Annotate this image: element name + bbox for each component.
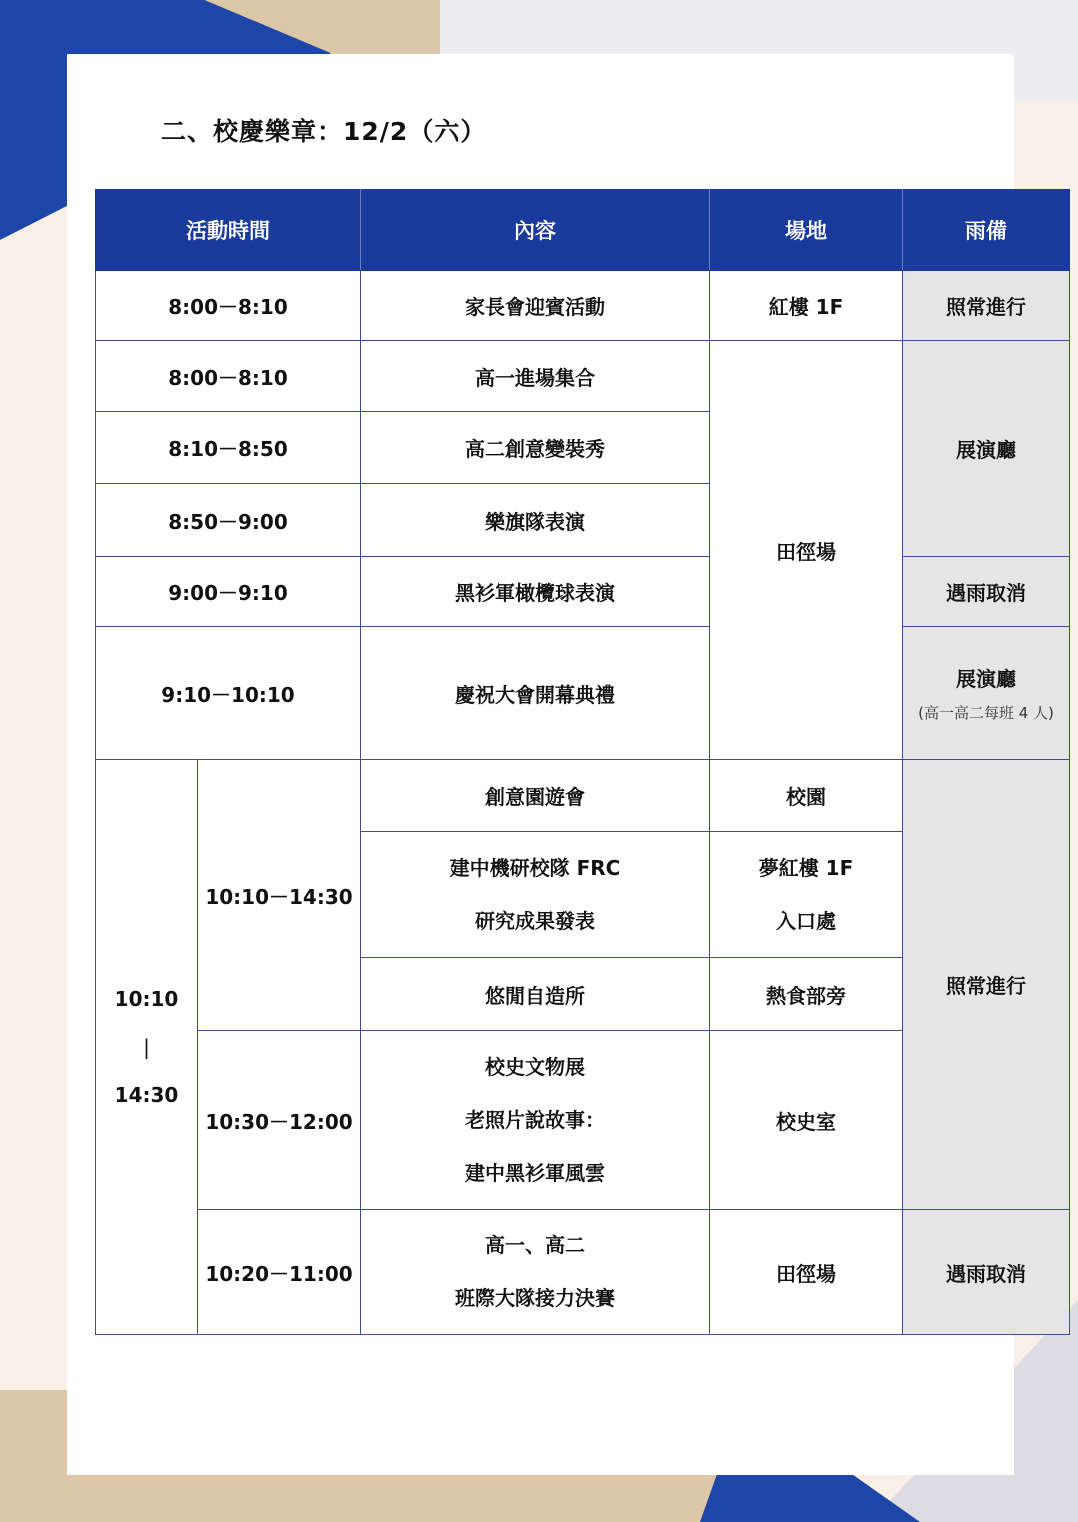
content-cell: 高一進場集合 <box>361 341 710 412</box>
schedule-table <box>95 189 1070 1335</box>
venue-cell: 校園 <box>710 760 903 832</box>
table-row <box>96 271 1070 341</box>
content-line: 校史文物展 <box>485 1054 585 1079</box>
rain-cell: 照常進行 <box>903 760 1070 1210</box>
content-cell: 慶祝大會開幕典禮 <box>361 627 710 760</box>
rain-cell: 展演廳 <box>903 341 1070 557</box>
content-line: 建中機研校隊 FRC <box>449 855 621 880</box>
time-cell: 10:20－11:00 <box>198 1210 361 1335</box>
table-row <box>96 341 1070 412</box>
content-line: 高一、高二 <box>485 1233 585 1257</box>
venue-cell: 紅樓 1F <box>710 271 903 341</box>
header-rain: 雨備 <box>903 190 1070 271</box>
venue-line: 入口處 <box>776 908 836 933</box>
venue-cell: 田徑場 <box>710 1210 903 1335</box>
time-cell: 8:00－8:10 <box>96 271 361 341</box>
rain-cell: 照常進行 <box>903 271 1070 341</box>
header-venue: 場地 <box>710 190 903 271</box>
content-cell: 創意園遊會 <box>361 760 710 832</box>
header-time: 活動時間 <box>96 190 361 271</box>
rain-note: (高一高二每班 4 人) <box>918 703 1054 722</box>
outer-time-cell <box>96 760 198 1335</box>
venue-cell <box>710 832 903 958</box>
content-cell: 黑衫軍橄欖球表演 <box>361 557 710 627</box>
venue-cell: 校史室 <box>710 1031 903 1210</box>
content-line: 老照片說故事： <box>465 1107 605 1132</box>
time-cell: 10:30－12:00 <box>198 1031 361 1210</box>
content-cell <box>361 832 710 958</box>
content-line: 班際大隊接力決賽 <box>455 1286 615 1310</box>
venue-cell: 田徑場 <box>710 341 903 760</box>
time-cell: 8:50－9:00 <box>96 484 361 557</box>
header-content: 內容 <box>361 190 710 271</box>
time-cell: 8:00－8:10 <box>96 341 361 412</box>
content-cell <box>361 1031 710 1210</box>
table-row <box>96 627 1070 760</box>
content-cell: 悠閒自造所 <box>361 958 710 1031</box>
venue-cell: 熱食部旁 <box>710 958 903 1031</box>
content-cell: 樂旗隊表演 <box>361 484 710 557</box>
content-cell: 家長會迎賓活動 <box>361 271 710 341</box>
table-row <box>96 557 1070 627</box>
content-cell: 高二創意變裝秀 <box>361 412 710 484</box>
time-cell: 8:10－8:50 <box>96 412 361 484</box>
time-separator: | <box>143 1035 150 1059</box>
table-row <box>96 1210 1070 1335</box>
content-line: 建中黑衫軍風雲 <box>465 1160 605 1185</box>
time-cell: 9:10－10:10 <box>96 627 361 760</box>
venue-line: 夢紅樓 1F <box>758 855 854 880</box>
time-cell: 9:00－9:10 <box>96 557 361 627</box>
time-cell: 10:10－14:30 <box>198 760 361 1031</box>
time-end: 14:30 <box>114 1083 179 1107</box>
table-row <box>96 760 1070 832</box>
page-title: 二、校慶樂章：12/2（六） <box>161 117 487 146</box>
rain-text: 展演廳 <box>956 666 1016 691</box>
time-start: 10:10 <box>114 987 179 1011</box>
content-cell <box>361 1210 710 1335</box>
table-header-row <box>96 190 1070 271</box>
rain-cell: 遇雨取消 <box>903 1210 1070 1335</box>
rain-cell <box>903 627 1070 760</box>
content-line: 研究成果發表 <box>475 908 595 933</box>
rain-cell: 遇雨取消 <box>903 557 1070 627</box>
